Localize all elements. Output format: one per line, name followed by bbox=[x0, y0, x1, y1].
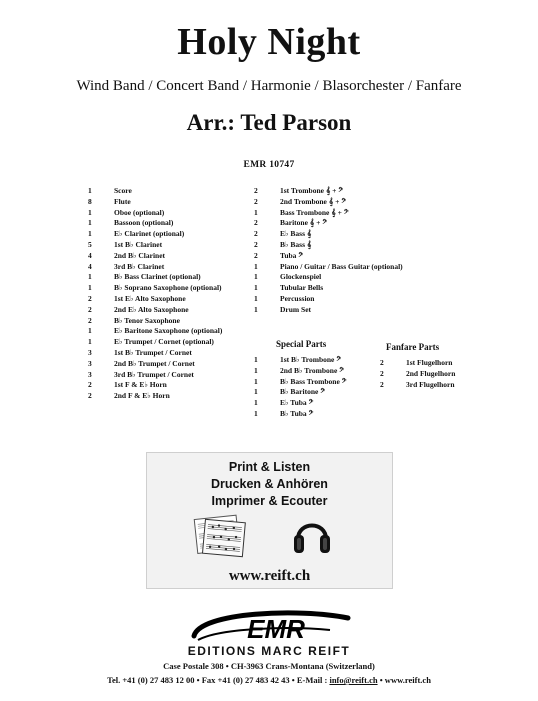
part-row bbox=[88, 348, 222, 359]
part-quantity: 3 bbox=[88, 369, 92, 379]
part-row bbox=[88, 337, 222, 348]
part-row bbox=[254, 218, 403, 229]
part-name: Percussion bbox=[280, 293, 315, 303]
part-row bbox=[88, 186, 222, 197]
publisher-name: EDITIONS MARC REIFT bbox=[187, 644, 351, 658]
part-name: 3rd B♭ Clarinet bbox=[114, 261, 165, 271]
special-parts-list bbox=[254, 355, 347, 420]
publisher-address: Case Postale 308 • CH-3963 Crans-Montana (Switzerland) bbox=[163, 661, 375, 671]
headphones-icon bbox=[292, 511, 332, 557]
part-quantity: 2 bbox=[88, 315, 92, 325]
part-row bbox=[254, 355, 347, 366]
part-name: E♭ Bass 𝄞 bbox=[280, 229, 312, 239]
part-quantity: 1 bbox=[88, 326, 92, 336]
part-quantity: 1 bbox=[254, 304, 258, 314]
part-row bbox=[254, 294, 403, 305]
part-name: E♭ Tuba 𝄢 bbox=[280, 398, 314, 408]
part-row bbox=[88, 272, 222, 283]
emr-logo-text: EMR bbox=[247, 614, 305, 644]
part-quantity: 1 bbox=[254, 293, 258, 303]
part-quantity: 2 bbox=[380, 368, 384, 378]
part-name: E♭ Trumpet / Cornet (optional) bbox=[114, 337, 214, 347]
promo-line-imprimer: Imprimer & Ecouter bbox=[211, 494, 328, 508]
part-row bbox=[88, 208, 222, 219]
part-name: 3rd Flugelhorn bbox=[406, 379, 455, 389]
part-row bbox=[88, 391, 222, 402]
part-row bbox=[254, 240, 403, 251]
part-name: B♭ Bass Trombone 𝄢 bbox=[280, 376, 347, 386]
part-quantity: 1 bbox=[254, 376, 258, 386]
part-name: Tuba 𝄢 bbox=[280, 250, 304, 260]
part-quantity: 2 bbox=[254, 229, 258, 239]
part-quantity: 2 bbox=[254, 239, 258, 249]
fanfare-parts-heading: Fanfare Parts bbox=[386, 342, 440, 352]
part-quantity: 2 bbox=[254, 250, 258, 260]
parts-list-brass-percussion bbox=[254, 186, 403, 316]
part-name: 2nd Trombone 𝄞 + 𝄢 bbox=[280, 196, 347, 206]
part-row bbox=[380, 358, 455, 369]
part-name: 3rd B♭ Trumpet / Cornet bbox=[114, 369, 194, 379]
part-row bbox=[254, 197, 403, 208]
part-row bbox=[380, 369, 455, 380]
part-quantity: 1 bbox=[88, 229, 92, 239]
part-row bbox=[254, 229, 403, 240]
part-row bbox=[88, 197, 222, 208]
part-quantity: 1 bbox=[88, 337, 92, 347]
part-name: 1st Flugelhorn bbox=[406, 358, 453, 367]
publisher-contact bbox=[0, 675, 538, 685]
part-quantity: 3 bbox=[88, 358, 92, 368]
part-quantity: 1 bbox=[254, 387, 258, 397]
part-row bbox=[88, 305, 222, 316]
part-row bbox=[254, 305, 403, 316]
part-name: 1st Trombone 𝄞 + 𝄢 bbox=[280, 186, 344, 195]
part-row bbox=[88, 283, 222, 294]
part-row bbox=[254, 186, 403, 197]
ensemble-subtitle: Wind Band / Concert Band / Harmonie / Blasorchester / Fanfare bbox=[76, 78, 462, 94]
part-name: Oboe (optional) bbox=[114, 207, 165, 217]
part-row bbox=[254, 398, 347, 409]
promo-line-print-listen: Print & Listen bbox=[228, 460, 311, 474]
part-quantity: 1 bbox=[254, 207, 258, 217]
part-quantity: 1 bbox=[254, 355, 258, 364]
part-row bbox=[380, 380, 455, 391]
part-name: 1st B♭ Clarinet bbox=[114, 239, 163, 249]
part-name: 1st F & E♭ Horn bbox=[114, 380, 167, 390]
part-row bbox=[254, 409, 347, 420]
part-row bbox=[254, 283, 403, 294]
part-row bbox=[88, 359, 222, 370]
website-link[interactable]: www.reift.ch bbox=[228, 568, 311, 584]
part-name: Piano / Guitar / Bass Guitar (optional) bbox=[280, 261, 403, 271]
contact-email-link[interactable]: info@reift.ch bbox=[329, 675, 378, 685]
part-row bbox=[88, 294, 222, 305]
print-listen-banner[interactable] bbox=[146, 452, 393, 589]
part-quantity: 1 bbox=[254, 398, 258, 408]
part-name: Bassoon (optional) bbox=[114, 218, 174, 228]
catalog-number: EMR 10747 bbox=[243, 160, 295, 170]
part-quantity: 2 bbox=[380, 379, 384, 389]
part-name: Drum Set bbox=[280, 304, 312, 314]
arranger-credit: Arr.: Ted Parson bbox=[186, 110, 352, 135]
part-name: 2nd E♭ Alto Saxophone bbox=[114, 304, 189, 314]
part-row bbox=[88, 370, 222, 381]
emr-logo bbox=[180, 606, 360, 646]
part-quantity: 2 bbox=[88, 293, 92, 303]
part-name: B♭ Tenor Saxophone bbox=[114, 315, 180, 325]
part-quantity: 1 bbox=[254, 408, 258, 418]
part-quantity: 1 bbox=[88, 272, 92, 282]
part-name: 2nd B♭ Trombone 𝄢 bbox=[280, 365, 345, 375]
part-name: E♭ Clarinet (optional) bbox=[114, 229, 185, 239]
part-quantity: 1 bbox=[88, 218, 92, 228]
part-row bbox=[254, 272, 403, 283]
part-quantity: 2 bbox=[380, 358, 384, 367]
part-name: B♭ Tuba 𝄢 bbox=[280, 408, 314, 418]
part-quantity: 5 bbox=[88, 239, 92, 249]
part-name: Bass Trombone 𝄞 + 𝄢 bbox=[280, 207, 349, 217]
part-quantity: 3 bbox=[88, 347, 92, 357]
part-name: 2nd B♭ Clarinet bbox=[114, 250, 166, 260]
part-name: B♭ Bass Clarinet (optional) bbox=[114, 272, 201, 282]
part-row bbox=[88, 218, 222, 229]
special-parts-heading: Special Parts bbox=[276, 339, 327, 349]
contact-phone-fax: Tel. +41 (0) 27 483 12 00 • Fax +41 (0) 27 483 42 43 • E-Mail : bbox=[107, 675, 330, 685]
part-row bbox=[88, 251, 222, 262]
part-quantity: 2 bbox=[88, 304, 92, 314]
part-quantity: 2 bbox=[88, 380, 92, 390]
part-quantity: 4 bbox=[88, 261, 92, 271]
part-row bbox=[254, 377, 347, 388]
part-row bbox=[88, 380, 222, 391]
part-name: 1st B♭ Trumpet / Cornet bbox=[114, 347, 192, 357]
part-name: Tubular Bells bbox=[280, 283, 324, 293]
part-quantity: 1 bbox=[254, 272, 258, 282]
promo-line-drucken: Drucken & Anhören bbox=[211, 477, 328, 491]
part-name: 1st B♭ Trombone 𝄢 bbox=[280, 355, 342, 364]
part-row bbox=[254, 262, 403, 273]
part-name: 2nd Flugelhorn bbox=[406, 368, 456, 378]
part-name: Score bbox=[114, 186, 132, 195]
part-name: Glockenspiel bbox=[280, 272, 322, 282]
part-row bbox=[254, 387, 347, 398]
part-name: B♭ Soprano Saxophone (optional) bbox=[114, 283, 222, 293]
part-quantity: 1 bbox=[88, 207, 92, 217]
part-quantity: 8 bbox=[88, 196, 92, 206]
part-quantity: 2 bbox=[254, 196, 258, 206]
part-row bbox=[88, 240, 222, 251]
part-name: B♭ Baritone 𝄢 bbox=[280, 387, 326, 397]
part-row bbox=[88, 326, 222, 337]
part-quantity: 4 bbox=[88, 250, 92, 260]
part-row bbox=[254, 251, 403, 262]
part-quantity: 2 bbox=[88, 391, 92, 401]
part-row bbox=[88, 262, 222, 273]
part-quantity: 1 bbox=[88, 283, 92, 293]
part-row bbox=[254, 208, 403, 219]
part-name: 1st E♭ Alto Saxophone bbox=[114, 293, 186, 303]
part-name: E♭ Baritone Saxophone (optional) bbox=[114, 326, 223, 336]
part-quantity: 2 bbox=[254, 186, 258, 195]
part-row bbox=[88, 316, 222, 327]
part-name: 2nd B♭ Trumpet / Cornet bbox=[114, 358, 195, 368]
contact-website: • www.reift.ch bbox=[377, 675, 431, 685]
part-name: B♭ Bass 𝄞 bbox=[280, 239, 312, 249]
song-title: Holy Night bbox=[177, 21, 361, 63]
part-quantity: 2 bbox=[254, 218, 258, 228]
part-quantity: 1 bbox=[254, 365, 258, 375]
part-name: Baritone 𝄞 + 𝄢 bbox=[280, 218, 328, 228]
part-quantity: 1 bbox=[254, 283, 258, 293]
part-row bbox=[254, 366, 347, 377]
part-name: 2nd F & E♭ Horn bbox=[114, 391, 170, 401]
part-name: Flute bbox=[114, 196, 131, 206]
part-quantity: 1 bbox=[254, 261, 258, 271]
part-row bbox=[88, 229, 222, 240]
sheet-music-icon bbox=[190, 511, 250, 559]
part-quantity: 1 bbox=[88, 186, 92, 195]
parts-list-main bbox=[88, 186, 222, 402]
fanfare-parts-list bbox=[380, 358, 455, 390]
